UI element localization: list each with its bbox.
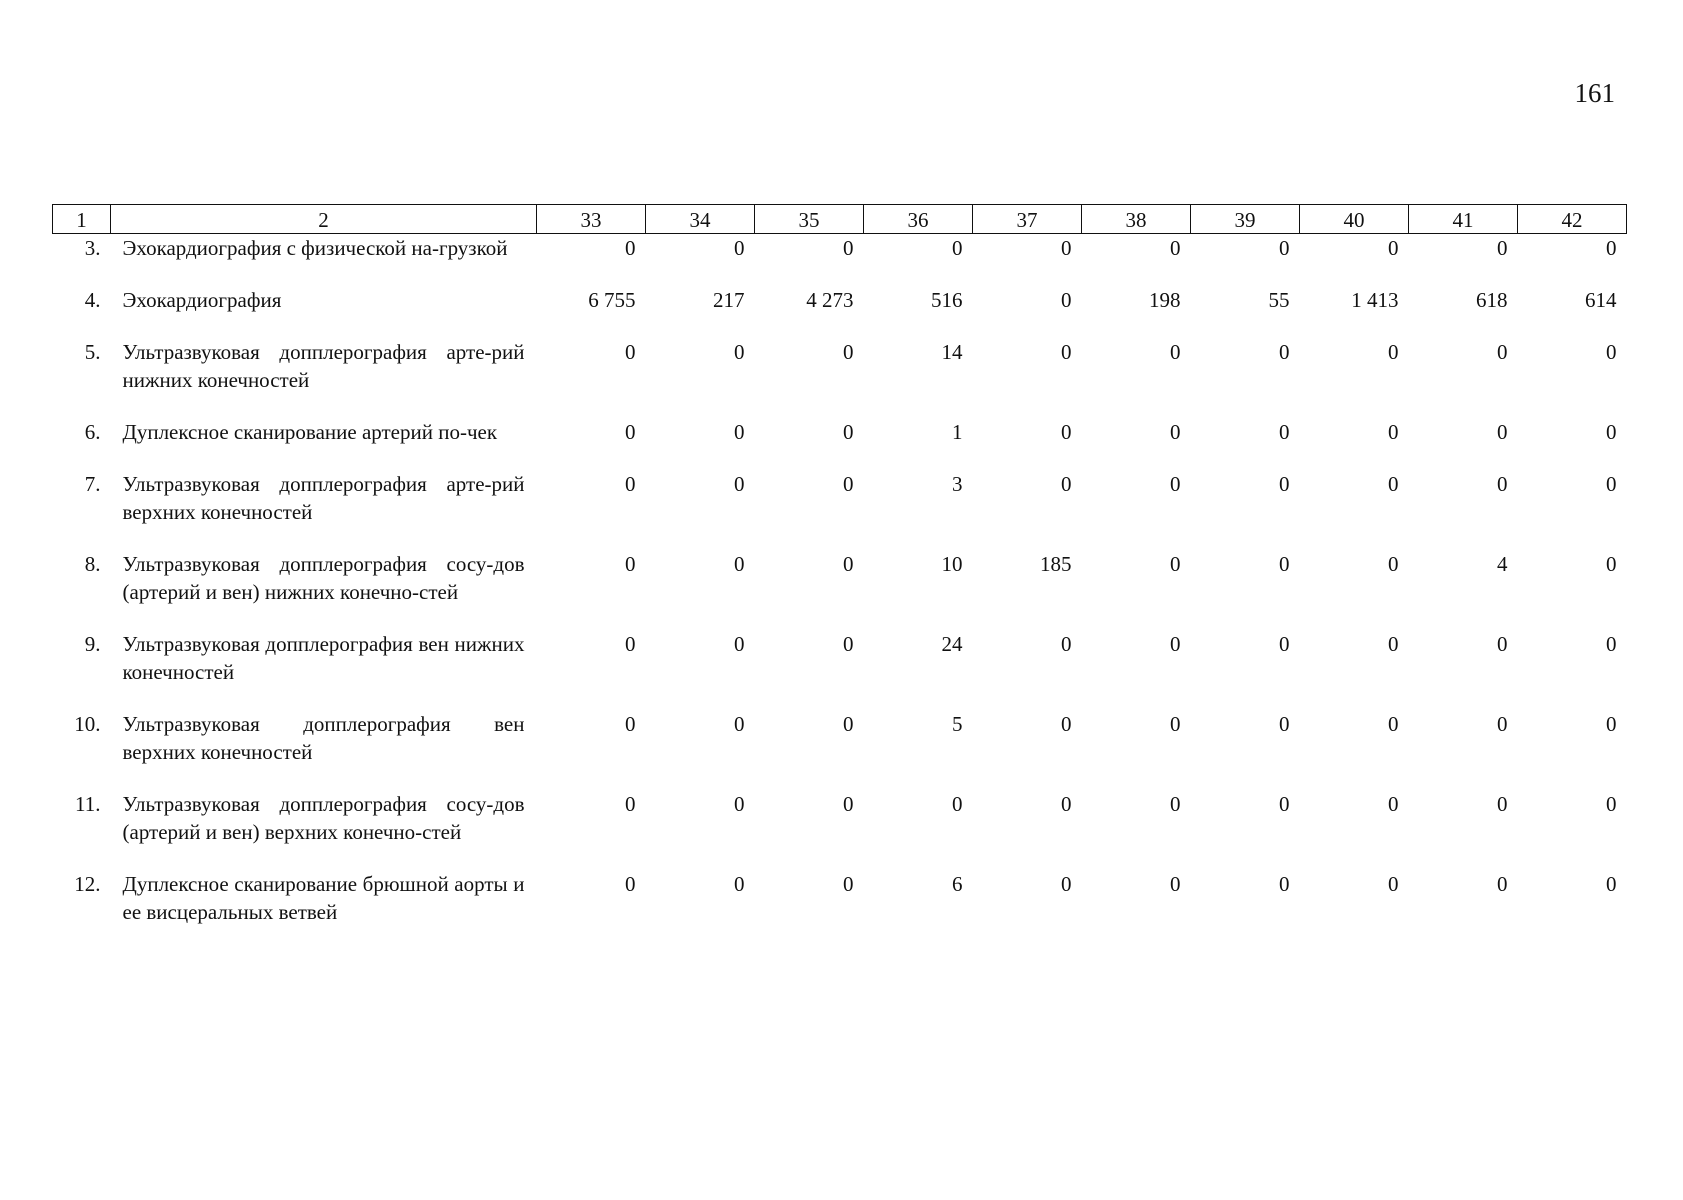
value-cell: 0 [1497,472,1508,496]
table-row [53,550,1627,630]
value-cell: 10 [941,552,963,576]
value-cell: 0 [952,236,963,260]
value-cell: 0 [734,420,745,444]
value-cell: 0 [1170,472,1181,496]
value-cell: 0 [1497,340,1508,364]
value-cell: 3 [952,472,963,496]
procedure-name: Ультразвуковая допплерография арте-рий нижних конечностей [122,340,525,392]
table-row [53,338,1627,418]
value-cell: 0 [1170,552,1181,576]
table-row [53,870,1627,950]
table-row [53,418,1627,470]
value-cell: 0 [1061,712,1072,736]
value-cell: 0 [1061,472,1072,496]
value-cell: 0 [625,420,636,444]
value-cell: 0 [734,792,745,816]
value-cell: 0 [1606,632,1617,656]
row-number: 9. [84,632,101,656]
value-cell: 0 [843,340,854,364]
value-cell: 0 [1279,632,1290,656]
value-cell: 0 [1061,288,1072,312]
value-cell: 0 [1170,420,1181,444]
value-cell: 0 [1606,792,1617,816]
value-cell: 0 [1170,236,1181,260]
value-cell: 0 [1388,712,1399,736]
table-header [53,205,1627,234]
value-cell: 0 [1061,420,1072,444]
row-number: 12. [74,872,101,896]
value-cell: 0 [1606,236,1617,260]
value-cell: 0 [1388,552,1399,576]
value-cell: 0 [1170,872,1181,896]
value-cell: 0 [843,712,854,736]
value-cell: 0 [1497,792,1508,816]
value-cell: 0 [625,872,636,896]
value-cell: 0 [734,236,745,260]
value-cell: 0 [1388,236,1399,260]
value-cell: 0 [1279,340,1290,364]
row-number: 8. [84,552,101,576]
value-cell: 0 [625,712,636,736]
row-number: 5. [84,340,101,364]
value-cell: 0 [1497,420,1508,444]
value-cell: 0 [1606,472,1617,496]
value-cell: 0 [1061,236,1072,260]
procedure-name: Ультразвуковая допплерография сосу-дов (артерий и вен) нижних конечно-стей [122,552,525,604]
data-table [52,204,1627,950]
header-row [53,205,1627,234]
value-cell: 0 [625,632,636,656]
value-cell: 0 [1606,340,1617,364]
value-cell: 0 [734,552,745,576]
value-cell: 0 [1497,632,1508,656]
column-header: 36 [864,205,973,234]
value-cell: 0 [1279,552,1290,576]
table-row [53,470,1627,550]
value-cell: 516 [931,288,963,312]
value-cell: 0 [1279,712,1290,736]
value-cell: 0 [1279,872,1290,896]
value-cell: 614 [1585,288,1617,312]
value-cell: 0 [1279,420,1290,444]
value-cell: 217 [713,288,745,312]
value-cell: 0 [1388,340,1399,364]
value-cell: 0 [1279,472,1290,496]
column-header: 41 [1409,205,1518,234]
table-row [53,234,1627,287]
procedure-name: Ультразвуковая допплерография сосу-дов (артерий и вен) верхних конечно-стей [122,792,525,844]
value-cell: 0 [1061,632,1072,656]
value-cell: 5 [952,712,963,736]
value-cell: 0 [1606,712,1617,736]
row-number: 6. [84,420,101,444]
row-number: 11. [75,792,101,816]
value-cell: 0 [625,552,636,576]
column-header: 37 [973,205,1082,234]
value-cell: 55 [1268,288,1290,312]
value-cell: 0 [734,712,745,736]
row-number: 3. [84,236,101,260]
column-header: 33 [537,205,646,234]
value-cell: 185 [1040,552,1072,576]
procedure-name: Эхокардиография с физической на-грузкой [122,236,508,260]
value-cell: 0 [1497,872,1508,896]
value-cell: 1 413 [1351,288,1399,312]
value-cell: 0 [1497,236,1508,260]
value-cell: 0 [625,340,636,364]
table-row [53,630,1627,710]
value-cell: 4 [1497,552,1508,576]
column-header: 34 [646,205,755,234]
table-row [53,790,1627,870]
value-cell: 0 [1388,792,1399,816]
row-number: 7. [84,472,101,496]
value-cell: 198 [1149,288,1181,312]
table-row [53,710,1627,790]
column-header: 35 [755,205,864,234]
value-cell: 0 [1279,236,1290,260]
row-number: 10. [74,712,101,736]
page-number: 161 [1574,78,1615,108]
value-cell: 0 [1170,340,1181,364]
value-cell: 0 [734,632,745,656]
value-cell: 0 [1388,632,1399,656]
value-cell: 618 [1476,288,1508,312]
table-body [53,234,1627,951]
value-cell: 14 [941,340,963,364]
value-cell: 0 [843,552,854,576]
value-cell: 0 [1606,552,1617,576]
value-cell: 0 [734,872,745,896]
value-cell: 0 [734,340,745,364]
value-cell: 0 [1061,872,1072,896]
column-header: 39 [1191,205,1300,234]
value-cell: 0 [1279,792,1290,816]
column-header: 2 [111,205,537,234]
value-cell: 0 [952,792,963,816]
procedure-name: Ультразвуковая допплерография арте-рий верхних конечностей [122,472,525,524]
procedure-name: Дуплексное сканирование брюшной аорты и ее висцеральных ветвей [122,872,525,924]
value-cell: 0 [843,792,854,816]
value-cell: 0 [625,472,636,496]
value-cell: 4 273 [806,288,854,312]
row-number: 4. [84,288,101,312]
value-cell: 0 [843,236,854,260]
value-cell: 0 [1170,632,1181,656]
procedure-name: Ультразвуковая допплерография вен верхних конечностей [122,712,525,764]
value-cell: 0 [1388,472,1399,496]
value-cell: 0 [625,792,636,816]
procedure-name: Эхокардиография [122,288,282,312]
column-header: 38 [1082,205,1191,234]
value-cell: 0 [1061,792,1072,816]
value-cell: 0 [843,472,854,496]
value-cell: 24 [941,632,963,656]
data-table-container [52,204,1626,950]
value-cell: 0 [1606,420,1617,444]
value-cell: 0 [843,420,854,444]
value-cell: 0 [1497,712,1508,736]
value-cell: 1 [952,420,963,444]
column-header: 1 [53,205,111,234]
column-header: 42 [1518,205,1627,234]
column-header: 40 [1300,205,1409,234]
value-cell: 0 [843,632,854,656]
value-cell: 0 [625,236,636,260]
value-cell: 0 [1606,872,1617,896]
procedure-name: Ультразвуковая допплерография вен нижних конечностей [122,632,525,684]
value-cell: 0 [1061,340,1072,364]
value-cell: 6 755 [588,288,636,312]
table-row [53,286,1627,338]
value-cell: 0 [1388,872,1399,896]
value-cell: 0 [843,872,854,896]
value-cell: 0 [1170,792,1181,816]
value-cell: 0 [1388,420,1399,444]
value-cell: 6 [952,872,963,896]
procedure-name: Дуплексное сканирование артерий по-чек [122,420,498,444]
value-cell: 0 [734,472,745,496]
value-cell: 0 [1170,712,1181,736]
